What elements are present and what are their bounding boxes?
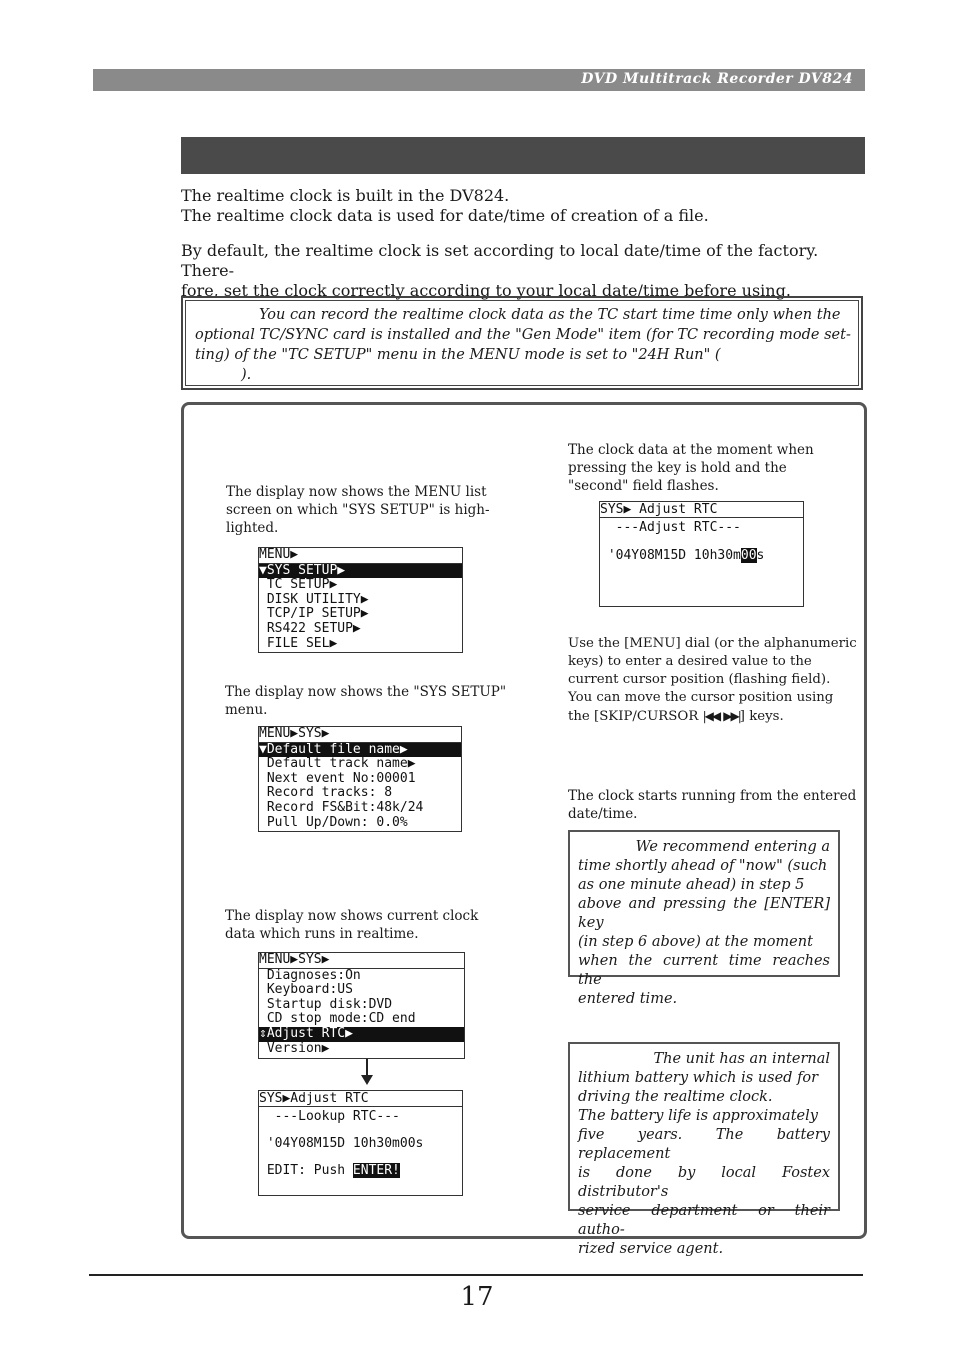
- lcd-line: FILE SEL▶: [259, 635, 338, 651]
- lcd-header: SYS▶ Adjust RTC: [600, 502, 803, 518]
- lcd-line: Record tracks: 8: [259, 785, 393, 801]
- lcd-menu-screen: [258, 547, 463, 653]
- text-fragment: the [SKIP/CURSOR: [568, 709, 703, 724]
- lcd-line: TCP/IP SETUP▶: [259, 606, 369, 622]
- text-line: The display now shows current clock: [225, 908, 479, 924]
- text-line: current cursor position (flashing field).: [568, 672, 831, 687]
- tip-line: time shortly ahead of "now" (such: [578, 858, 828, 874]
- note-line: ).: [241, 367, 252, 383]
- tip-line: entered time.: [578, 991, 678, 1007]
- intro-paragraph-1: [181, 186, 871, 226]
- step-sys-text: [225, 683, 515, 719]
- lcd-line: Startup disk:DVD: [259, 996, 393, 1012]
- text-line: The clock data at the moment when: [568, 442, 814, 458]
- note-box: [181, 296, 863, 390]
- lcd-sys-setup-screen: [258, 726, 462, 832]
- intro-line: The realtime clock data is used for date/time of creation of a file.: [181, 206, 709, 225]
- step-menu-text: [226, 483, 506, 537]
- text-line: The display now shows the MENU list: [226, 484, 487, 500]
- lcd-sys-adjust-screen: [258, 952, 465, 1059]
- lcd-line: Version▶: [259, 1040, 330, 1056]
- lcd-header: MENU▶: [259, 548, 462, 564]
- intro-line: The realtime clock is built in the DV824.: [181, 186, 510, 205]
- lcd-header: MENU▶SYS▶: [259, 727, 461, 743]
- step-dial-text: [568, 635, 858, 726]
- lcd-line: Next event No:00001: [259, 770, 416, 786]
- text-line: [568, 707, 858, 726]
- tip-box-battery: [568, 1042, 840, 1257]
- tip-line: rized service agent.: [578, 1241, 724, 1257]
- lcd-lookup-rtc-screen: [258, 1090, 463, 1196]
- note-line: optional TC/SYNC card is installed and the "Gen Mode" item (for TC recording mode set-: [195, 327, 851, 343]
- tip-line: above and pressing the [ENTER] key: [578, 896, 830, 931]
- text-line: screen on which "SYS SETUP" is high-: [226, 502, 490, 518]
- lcd-line: EDIT: Push: [259, 1163, 353, 1178]
- enter-key-label: ENTER!: [352, 1163, 400, 1178]
- lcd-line-highlighted: ⇕Adjust RTC▶: [259, 1027, 464, 1042]
- lcd-header: MENU▶SYS▶: [259, 953, 464, 969]
- intro-line: fore, set the clock correctly according to your local date/time before using.: [181, 281, 791, 300]
- intro-line: By default, the realtime clock is set according to local date/time of the factory. There-: [181, 241, 819, 280]
- skip-back-icon: |◀◀: [702, 709, 720, 723]
- text-line: The clock starts running from the entered: [568, 788, 857, 804]
- text-line: The display now shows the "SYS SETUP": [225, 684, 507, 700]
- text-line: date/time.: [568, 806, 638, 822]
- lcd-line: RS422 SETUP▶: [259, 620, 361, 636]
- text-line: keys) to enter a desired value to the: [568, 654, 812, 669]
- step-run-text: [568, 787, 858, 823]
- tip-line: lithium battery which is used for: [578, 1070, 819, 1086]
- lcd-line: Record FS&Bit:48k/24: [259, 799, 424, 815]
- text-fragment: ] keys.: [739, 709, 784, 724]
- lcd-line: '04Y08M15D 10h30m: [600, 548, 741, 563]
- tip-line: The unit has an internal: [653, 1051, 830, 1067]
- header-bar: [93, 69, 865, 91]
- note-line: You can record the realtime clock data as the TC start time time only when the: [259, 307, 841, 323]
- lcd-line: Diagnoses:On: [259, 967, 361, 983]
- tip-box-recommend: [568, 830, 840, 1007]
- lcd-line: Keyboard:US: [259, 982, 353, 998]
- lcd-line: ---Lookup RTC---: [259, 1109, 400, 1124]
- lcd-line-highlighted: ▼SYS SETUP▶: [259, 564, 462, 579]
- note-text: [195, 305, 851, 385]
- step-hold-text: [568, 441, 848, 495]
- section-title-bar: [181, 137, 865, 174]
- text-line: You can move the cursor position using: [568, 690, 834, 705]
- text-line: menu.: [225, 702, 268, 718]
- text-line: "second" field flashes.: [568, 478, 719, 494]
- tip-line: driving the realtime clock.: [578, 1089, 773, 1105]
- lcd-line: s: [756, 548, 765, 563]
- arrow-down-icon: [361, 1075, 373, 1085]
- lcd-line: Default track name▶: [259, 756, 416, 772]
- tip-line: as one minute ahead) in step 5: [578, 877, 805, 893]
- tip-line: when the current time reaches the: [578, 953, 830, 988]
- footer-rule: [89, 1274, 863, 1276]
- tip-line: five years. The battery replacement: [578, 1127, 830, 1162]
- flashing-second-field: 00: [740, 548, 757, 563]
- tip-line: service department or their autho-: [578, 1203, 830, 1238]
- step-clock-text: [225, 907, 515, 943]
- lcd-line-highlighted: ▼Default file name▶: [259, 743, 461, 758]
- tip-line: is done by local Fostex distributor's: [578, 1165, 830, 1200]
- lcd-line: ---Adjust RTC---: [600, 520, 741, 535]
- lcd-line: '04Y08M15D 10h30m00s: [259, 1136, 424, 1151]
- lcd-line: CD stop mode:CD end: [259, 1011, 416, 1027]
- skip-forward-icon: ▶▶|: [723, 709, 740, 723]
- tip-line: (in step 6 above) at the moment: [578, 934, 813, 950]
- lcd-header: SYS▶Adjust RTC: [259, 1091, 462, 1107]
- page-number: 17: [460, 1282, 494, 1312]
- lcd-line: Pull Up/Down: 0.0%: [259, 814, 408, 830]
- lcd-line: DISK UTILITY▶: [259, 591, 369, 607]
- text-line: Use the [MENU] dial (or the alphanumeric: [568, 636, 857, 651]
- tip-line: The battery life is approximately: [578, 1108, 818, 1124]
- header-title: DVD Multitrack Recorder DV824: [581, 71, 853, 87]
- lcd-line: TC SETUP▶: [259, 577, 338, 593]
- text-line: data which runs in realtime.: [225, 926, 419, 942]
- intro-paragraph-2: [181, 241, 871, 301]
- note-line: ting) of the "TC SETUP" menu in the MENU mode is set to "24H Run" (: [195, 347, 721, 363]
- text-line: pressing the key is hold and the: [568, 460, 787, 476]
- lcd-adjust-rtc-screen: [599, 501, 804, 607]
- text-line: lighted.: [226, 520, 279, 536]
- tip-line: We recommend entering a: [635, 839, 830, 855]
